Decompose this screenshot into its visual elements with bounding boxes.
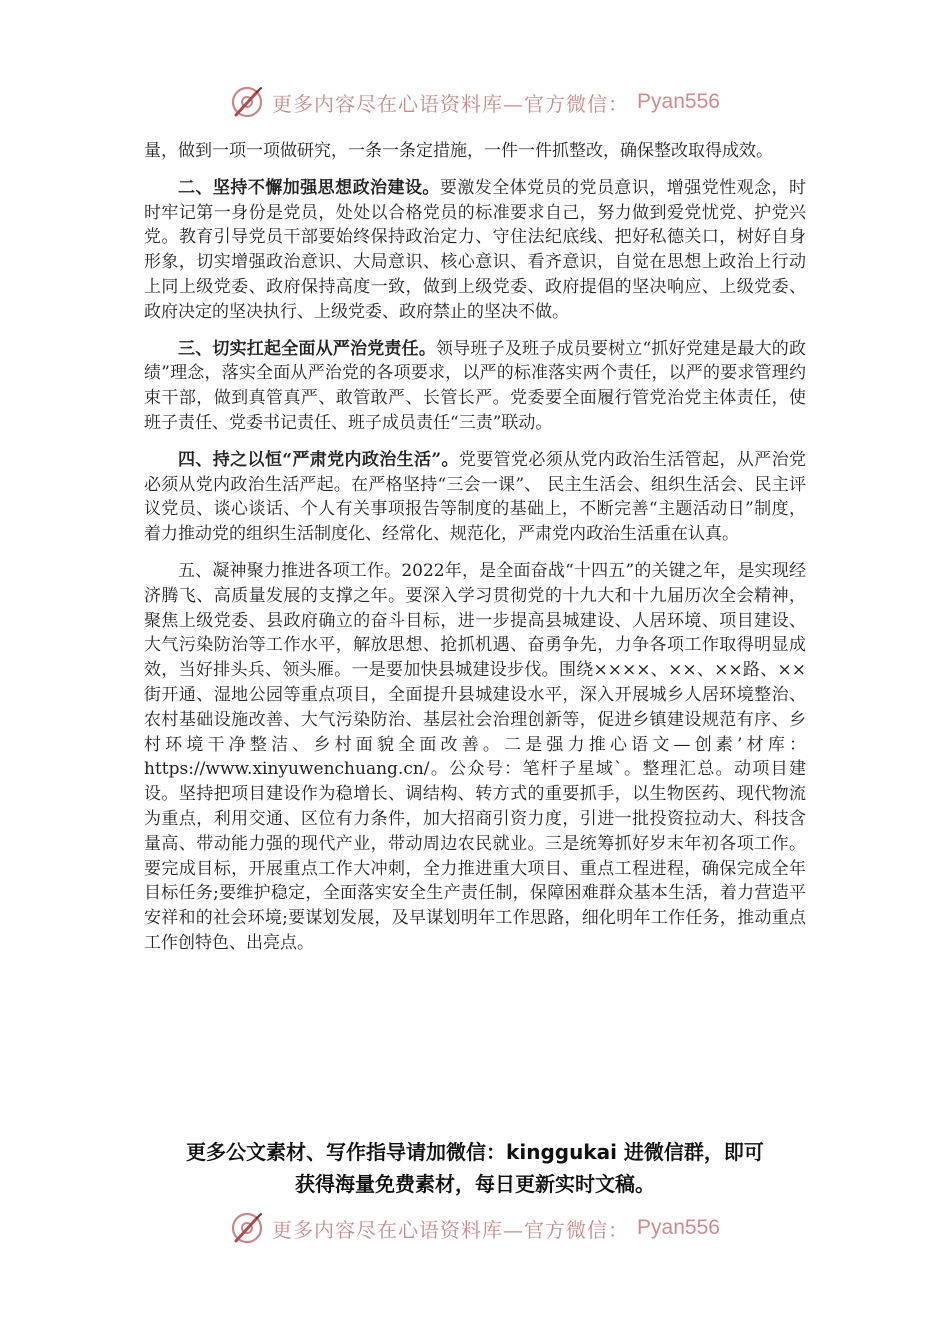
footer-watermark bbox=[0, 1208, 950, 1248]
section-heading: 三、切实扛起全面从严治党责任。 bbox=[178, 338, 437, 359]
paragraph-5 bbox=[144, 559, 806, 956]
header-watermark bbox=[0, 82, 950, 122]
watermark-id: Pyan556 bbox=[637, 1216, 720, 1239]
footer-line-1: 更多公文素材、写作指导请加微信：kinggukai 进微信群，即可 bbox=[186, 1140, 764, 1164]
document-body bbox=[144, 139, 806, 968]
section-heading: 二、坚持不懈加强思想政治建设。 bbox=[178, 177, 440, 198]
paragraph-1 bbox=[144, 139, 806, 164]
footer-line-2: 获得海量免费素材，每日更新实时文稿。 bbox=[295, 1172, 655, 1196]
paragraph-text: 量，做到一项一项做研究，一条一条定措施，一件一件抓整改，确保整改取得成效。 bbox=[144, 141, 773, 161]
footer-promo bbox=[120, 1136, 830, 1200]
section-heading: 四、持之以恒“严肃党内政治生活”。 bbox=[178, 449, 459, 470]
paragraph-3 bbox=[144, 337, 806, 436]
watermark-text: 更多内容尽在心语资料库—官方微信： bbox=[272, 91, 630, 116]
paragraph-4 bbox=[144, 448, 806, 547]
paragraph-2 bbox=[144, 176, 806, 325]
paragraph-text: 党要管党必须从党内政治生活管起，从严治党必须从党内政治生活严起。在严格坚持“三会一课”、 民主生活会、组织生活会、民主评议党员、谈心谈话、个人有关事项报告等制度的基础上，不断完善“主题活动日”制度，着力推动党的组织生活制度化、经常化、规范化，严肃党内政治生活重在认真。 bbox=[144, 449, 806, 545]
pen-logo-icon bbox=[230, 85, 264, 119]
paragraph-text: 要激发全体党员的党员意识，增强党性观念，时时牢记第一身份是党员，处处以合格党员的标准要求自己，努力做到爱党忧党、护党兴党。教育引导党员干部要始终保持政治定力、守住法纪底线、把好私德关口，树好自身形象，切实增强政治意识、大局意识、核心意识、看齐意识，自觉在思想上政治上行动上同上级党委、政府保持高度一致，做到上级党委、政府提倡的坚决响应、上级党委、政府决定的坚决执行、上级党委、政府禁止的坚决不做。 bbox=[144, 177, 807, 322]
pen-logo-icon bbox=[230, 1211, 264, 1245]
paragraph-text: 领导班子及班子成员要树立“抓好党建是最大的政绩”理念，落实全面从严治党的各项要求，以严的标准落实两个责任，以严的要求管理约束干部，做到真管真严、敢管敢严、长管长严。党委要全面履行管党治党主体责任，使班子责任、党委书记责任、班子成员责任“三责”联动。 bbox=[144, 338, 806, 433]
watermark-id: Pyan556 bbox=[637, 90, 720, 113]
watermark-text: 更多内容尽在心语资料库—官方微信： bbox=[272, 1217, 630, 1242]
paragraph-text: 五、凝神聚力推进各项工作。2022年，是全面奋战“十四五”的关键之年，是实现经济腾飞、高质量发展的支撑之年。要深入学习贯彻党的十九大和十九届历次全会精神，聚焦上级党委、县政府确立的奋斗目标，进一步提高县城建设、人居环境、项目建设、大气污染防治等工作水平，解放思想、抢抓机遇、奋勇争先，力争各项工作取得明显成效，当好排头兵、领头雁。一是要加快县城建设步伐。围绕××××、××、××路、××街开通、湿地公园等重点项目，全面提升县城建设水平，深入开展城乡人居环境整治、农村基础设施改善、大气污染防治、基层社会治理创新等，促进乡镇建设规范有序、乡村环境干净整洁、乡村面貌全面改善。二是强力推心语文—创素’材库：https://www.xinyuwenchuang.cn/。公众号：笔杆子星域`。整理汇总。动项目建设。坚持把项目建设作为稳增长、调结构、转方式的重要抓手，以生物医药、现代物流为重点，利用交通、区位有力条件，加大招商引资力度，引进一批投资拉动大、科技含量高、带动能力强的现代产业，带动周边农民就业。三是统筹抓好岁末年初各项工作。要完成目标，开展重点工作大冲刺，全力推进重大项目、重点工程进程，确保完成全年目标任务;要维护稳定，全面落实安全生产责任制，保障困难群众基本生活，着力营造平安祥和的社会环境;要谋划发展，及早谋划明年工作思路，细化明年工作任务，推动重点工作创特色、出亮点。 bbox=[144, 560, 806, 953]
